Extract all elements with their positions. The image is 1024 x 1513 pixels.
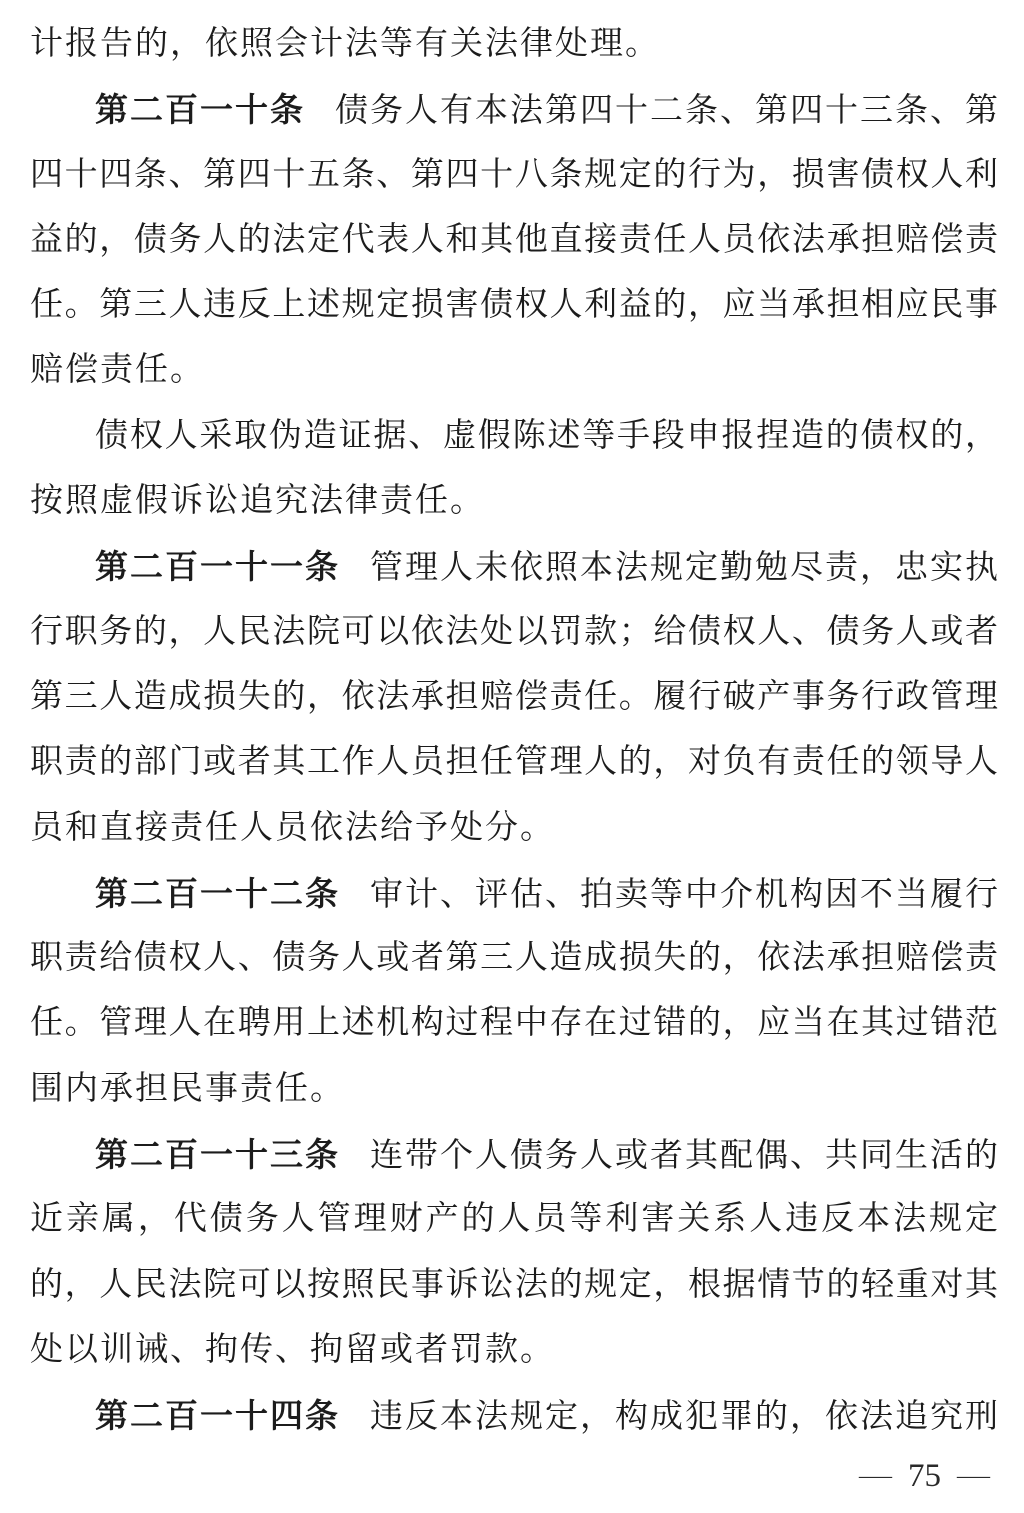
text-line (30, 1253, 998, 1318)
article-number: 第二百一十一条 (95, 548, 340, 586)
text-line (30, 208, 998, 273)
line-text: 围内承担民事责任。 (30, 1070, 345, 1107)
text-line (30, 404, 998, 469)
line-text: 职责给债权人、债务人或者第三人造成损失的，依法承担赔偿责 (30, 940, 998, 977)
text-line (30, 273, 998, 338)
line-text: 行职务的，人民法院可以依法处以罚款；给债权人、债务人或者 (30, 613, 998, 650)
footer-dash-right: — (957, 1463, 990, 1489)
line-text: 处以训诫、拘传、拘留或者罚款。 (30, 1331, 555, 1368)
line-text: 职责的部门或者其工作人员担任管理人的，对负有责任的领导人 (30, 744, 998, 781)
line-text: 任。管理人在聘用上述机构过程中存在过错的，应当在其过错范 (30, 1005, 998, 1042)
line-text: 近亲属，代债务人管理财产的人员等利害关系人违反本法规定 (30, 1201, 998, 1238)
line-text: 第三人造成损失的，依法承担赔偿责任。履行破产事务行政管理 (30, 678, 998, 715)
line-text: 计报告的，依照会计法等有关法律处理。 (30, 26, 660, 62)
article-number: 第二百一十三条 (95, 1136, 340, 1174)
line-text: 审计、评估、拍卖等中介机构因不当履行 (368, 876, 998, 913)
article-number: 第二百一十条 (95, 91, 305, 129)
text-line (30, 143, 998, 208)
footer-dash-left: — (859, 1463, 892, 1489)
text-block (30, 12, 998, 1449)
text-line (30, 1383, 998, 1448)
line-text: 按照虚假诉讼追究法律责任。 (30, 483, 485, 520)
text-line (30, 665, 998, 730)
line-text: 债务人有本法第四十二条、第四十三条、第 (333, 93, 998, 130)
text-line (30, 796, 998, 861)
text-line (30, 1122, 998, 1187)
page-number: 75 (908, 1458, 941, 1494)
article-number: 第二百一十四条 (95, 1397, 340, 1435)
page-footer (859, 1458, 990, 1495)
line-text: 四十四条、第四十五条、第四十八条规定的行为，损害债权人利 (30, 156, 998, 193)
text-line (30, 730, 998, 795)
text-line (30, 926, 998, 991)
line-text: 管理人未依照本法规定勤勉尽责，忠实执 (368, 550, 998, 587)
text-line (30, 600, 998, 665)
article-number: 第二百一十二条 (95, 874, 340, 912)
text-line (30, 12, 998, 77)
line-text: 赔偿责任。 (30, 352, 205, 389)
text-line (30, 861, 998, 926)
text-line (30, 1187, 998, 1252)
line-text: 益的，债务人的法定代表人和其他直接责任人员依法承担赔偿责 (30, 221, 998, 258)
line-text: 违反本法规定，构成犯罪的，依法追究刑 (368, 1399, 998, 1436)
line-text: 任。第三人违反上述规定损害债权人利益的，应当承担相应民事 (30, 287, 998, 324)
line-text: 的，人民法院可以按照民事诉讼法的规定，根据情节的轻重对其 (30, 1266, 998, 1303)
text-line (30, 534, 998, 599)
line-text: 员和直接责任人员依法给予处分。 (30, 809, 555, 846)
text-line (30, 469, 998, 534)
line-text: 连带个人债务人或者其配偶、共同生活的 (368, 1138, 998, 1175)
text-line (30, 338, 998, 403)
text-line (30, 1057, 998, 1122)
text-line (30, 77, 998, 142)
text-line (30, 1318, 998, 1383)
line-text: 债权人采取伪造证据、虚假陈述等手段申报捏造的债权的， (95, 417, 998, 454)
text-line (30, 991, 998, 1056)
